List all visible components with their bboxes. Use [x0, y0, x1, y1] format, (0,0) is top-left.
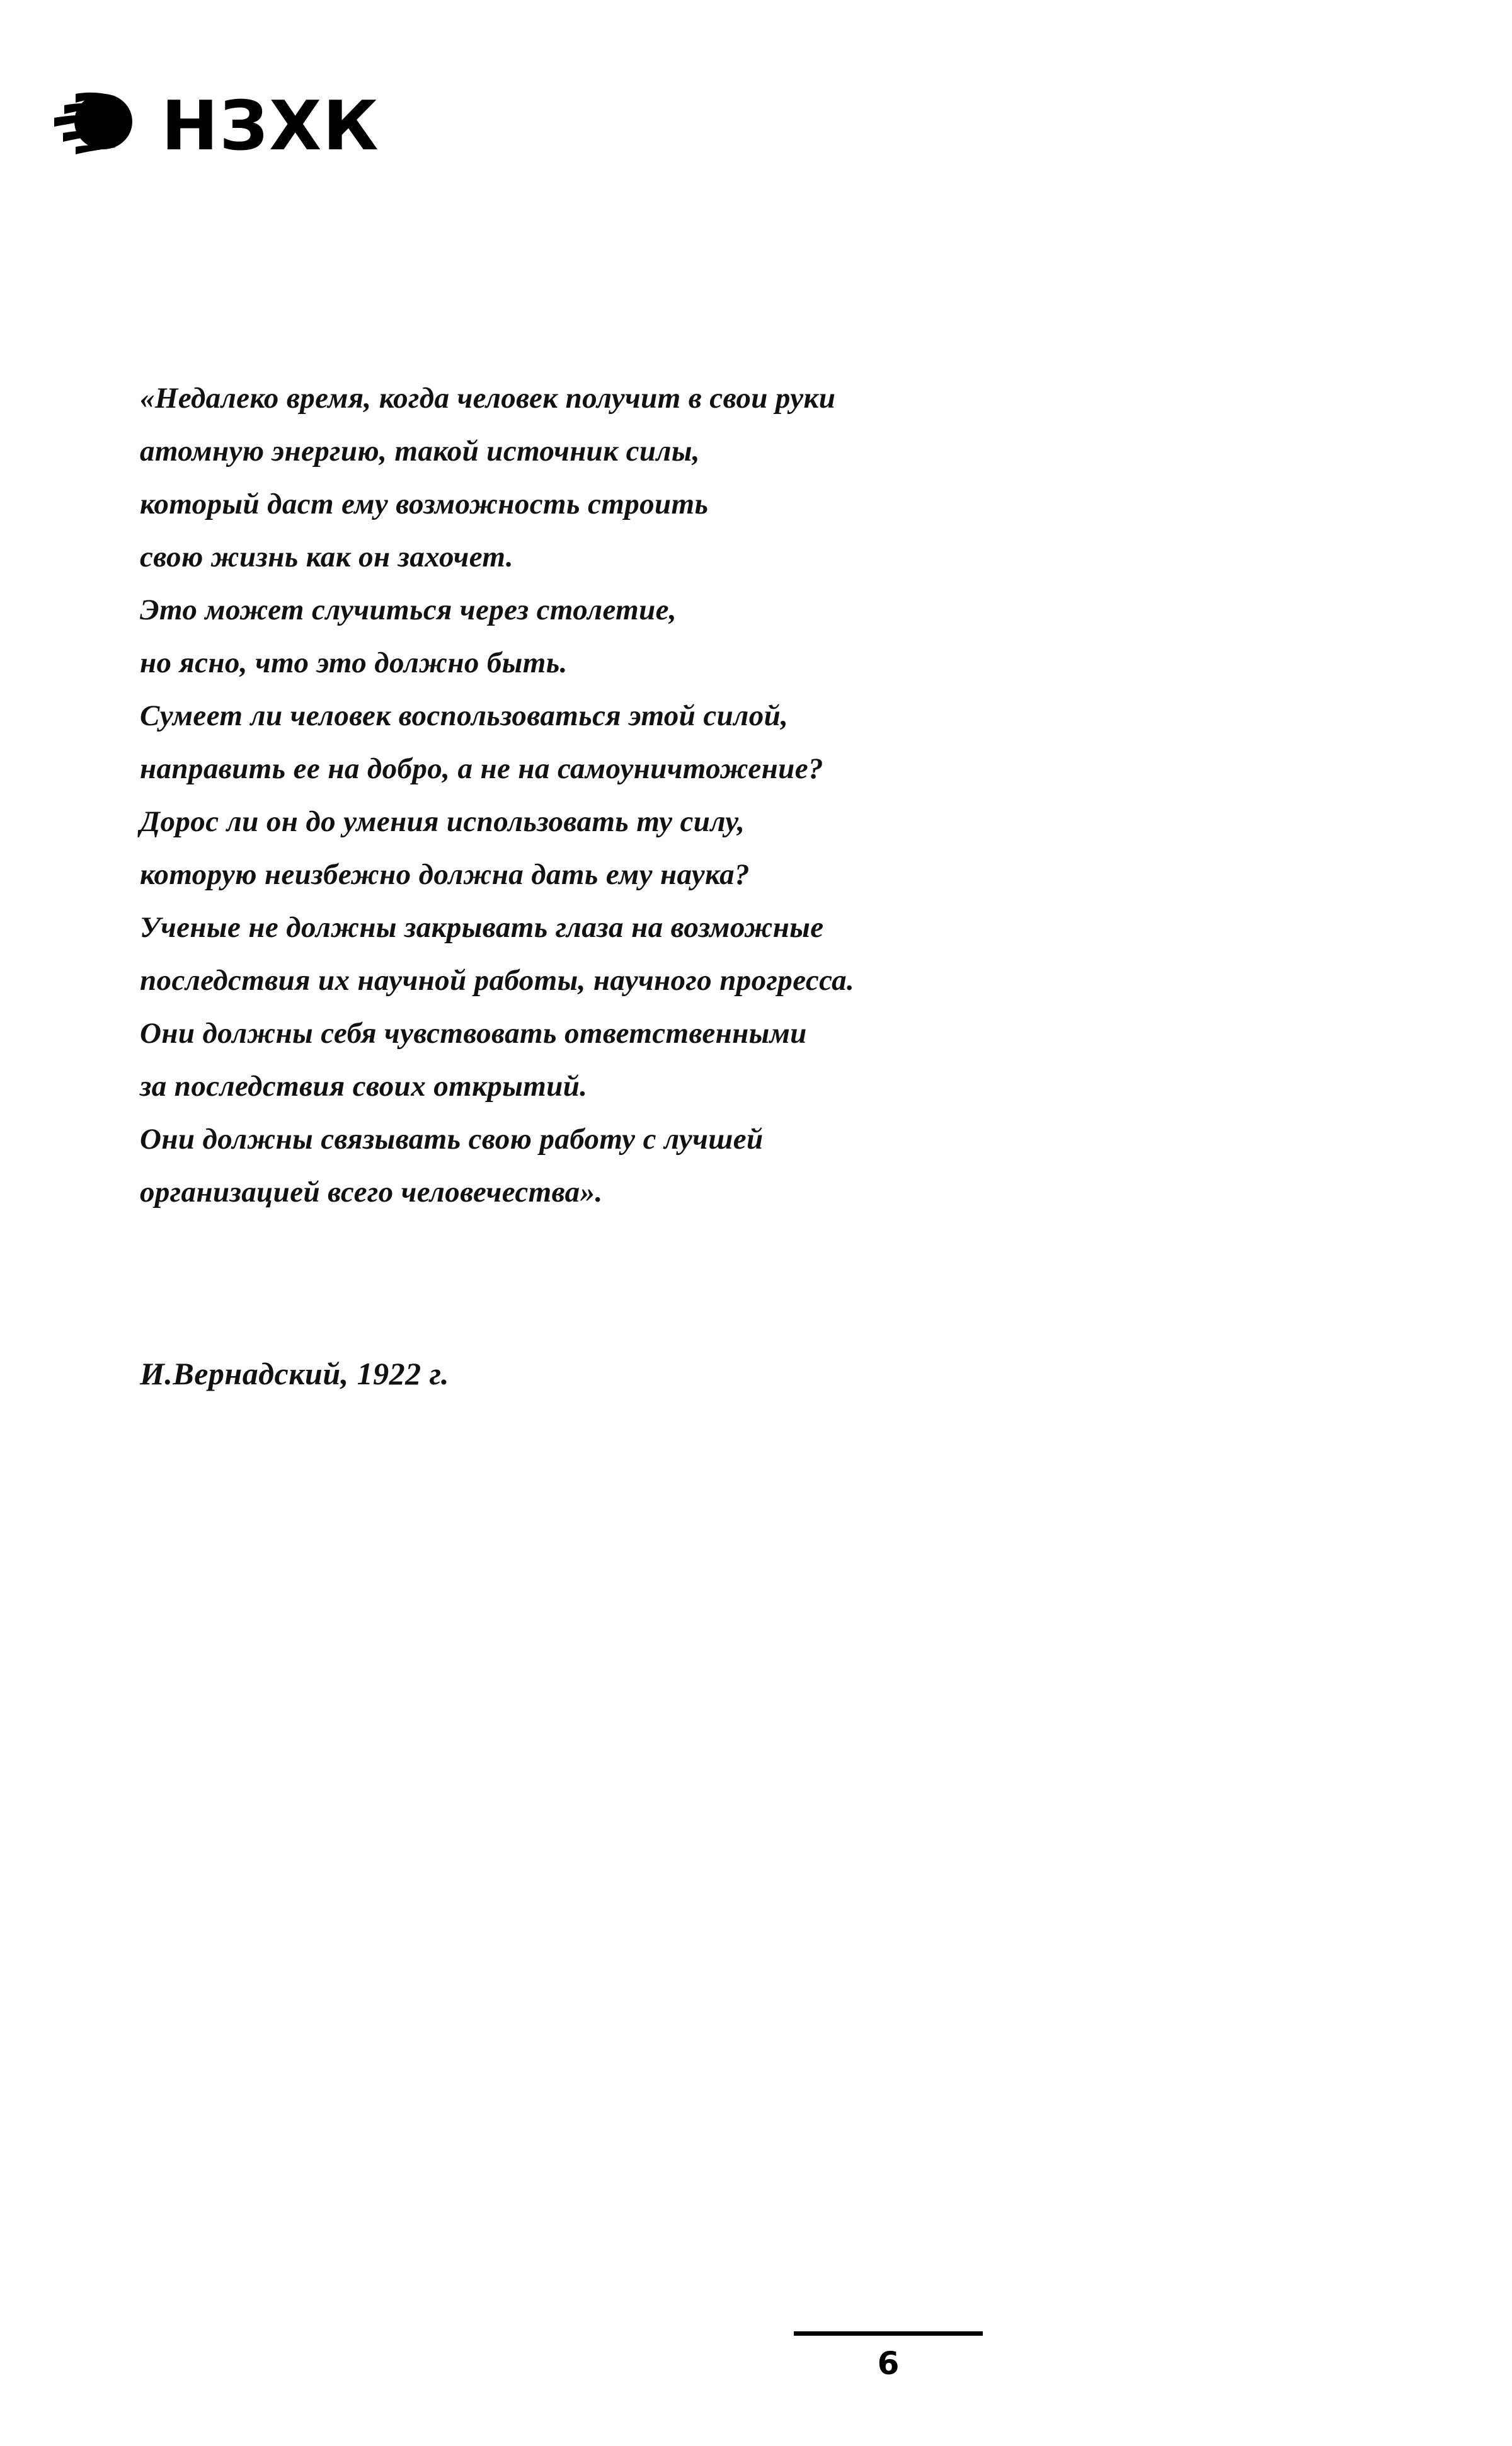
quote-line: которую неизбежно должна дать ему наука?: [140, 858, 750, 891]
logo-text: НЗХК: [161, 87, 380, 166]
quote-line: Дорос ли он до умения использовать ту силу,: [140, 805, 745, 838]
quote-line: Они должны себя чувствовать ответственными: [140, 1017, 807, 1050]
quote-line: Это может случиться через столетие,: [140, 594, 677, 626]
quote-line: «Недалеко время, когда человек получит в свои руки: [140, 382, 836, 415]
footer-divider: [794, 2331, 983, 2336]
quote-line: Сумеет ли человек воспользоваться этой силой,: [140, 699, 789, 732]
quote-attribution: И.Вернадский, 1922 г.: [140, 1356, 449, 1391]
quote-line: последствия их научной работы, научного прогресса.: [140, 964, 855, 997]
quote-line: свою жизнь как он захочет.: [140, 541, 514, 573]
quote-line: организацией всего человечества».: [140, 1176, 603, 1209]
quote-line: который даст ему возможность строить: [140, 488, 709, 520]
quote-line: но ясно, что это должно быть.: [140, 646, 568, 679]
page-footer: [0, 2331, 1512, 2413]
comet-swoosh-icon: [50, 72, 145, 173]
logo-block: [50, 69, 380, 176]
quote-line: Они должны связывать свою работу с лучшей: [140, 1123, 764, 1156]
quote-block: [140, 372, 1085, 1219]
quote-line: Ученые не должны закрывать глаза на возможные: [140, 911, 824, 944]
quote-line: атомную энергию, такой источник силы,: [140, 435, 701, 468]
quote-line: направить ее на добро, а не на самоуничтожение?: [140, 752, 823, 785]
quote-line: за последствия своих открытий.: [140, 1070, 588, 1103]
page-number: 6: [877, 2345, 900, 2382]
